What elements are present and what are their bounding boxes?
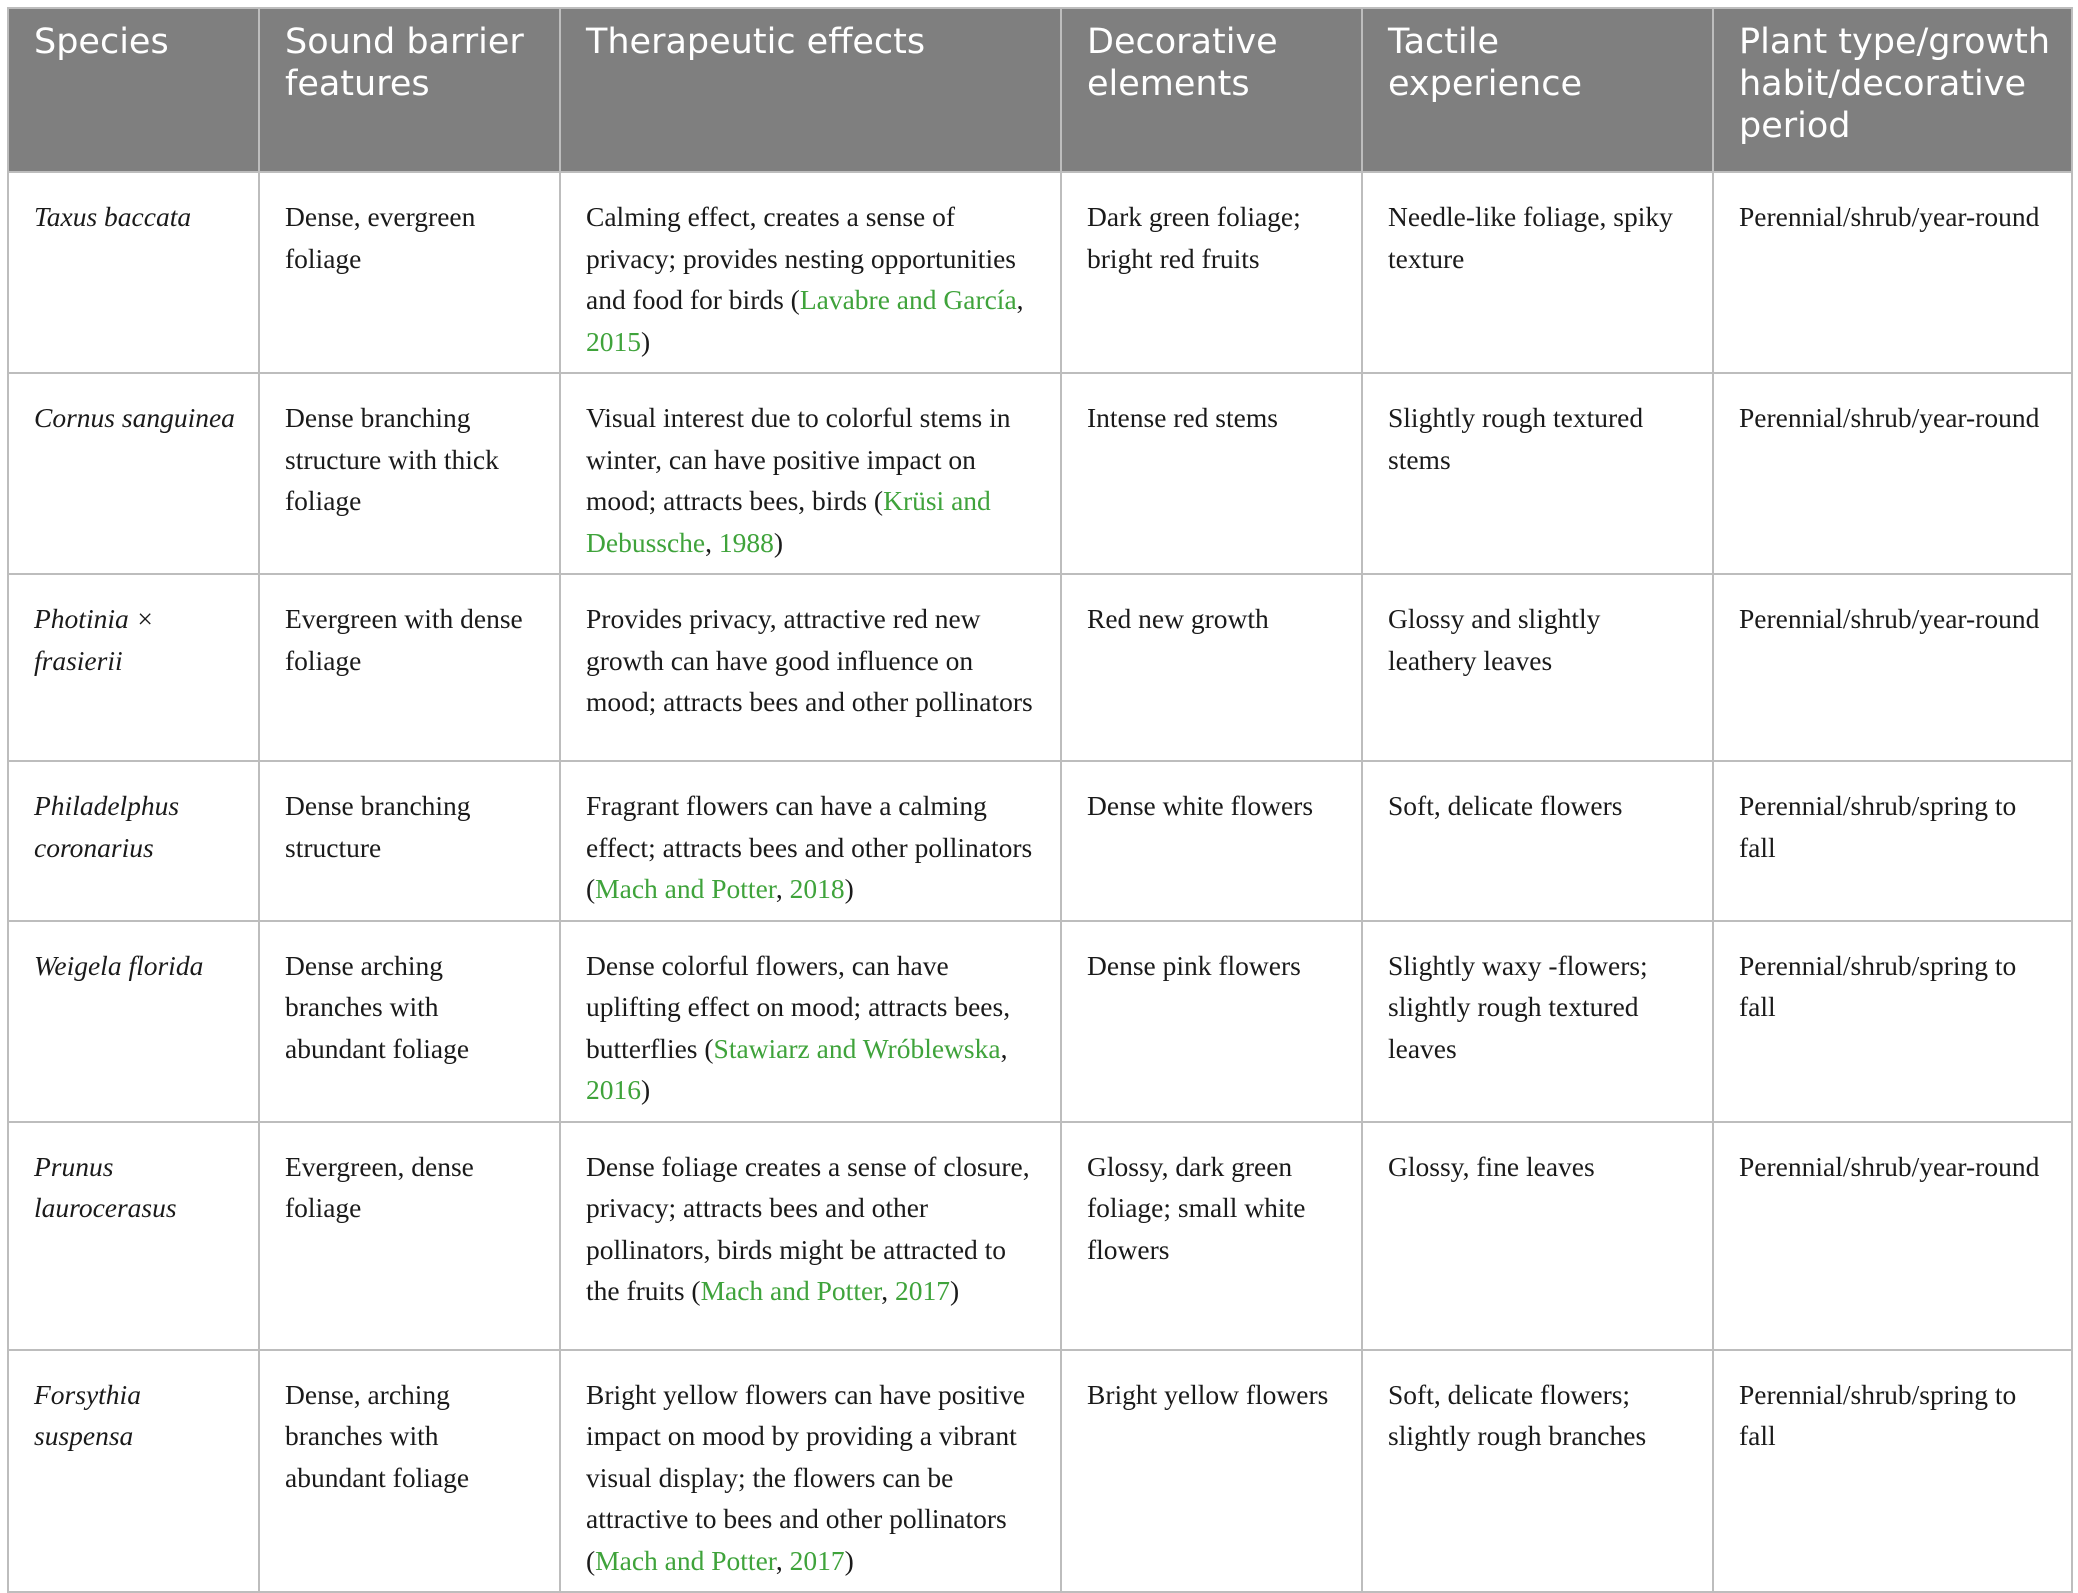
decorative-cell: Red new growth	[1061, 574, 1362, 761]
therapeutic-cell	[560, 1350, 1061, 1593]
sound-barrier-cell: Dense branching structure	[259, 761, 560, 921]
citation-separator: ,	[775, 873, 790, 904]
table-row	[8, 574, 2072, 761]
citation-link[interactable]: Krüsi and Debussche	[586, 485, 991, 558]
table-row	[8, 373, 2072, 574]
citation-separator: ,	[775, 1544, 790, 1576]
citation-year-link[interactable]: 2017	[894, 1275, 950, 1306]
header-row	[8, 8, 2072, 172]
citation-year-link[interactable]: 2015	[586, 325, 641, 357]
citation-close: )	[949, 1275, 960, 1306]
table-row	[8, 921, 2072, 1122]
header-plant-type: Plant type/growth habit/decorative period	[1713, 8, 2072, 172]
citation-link[interactable]: Mach and Potter	[700, 1275, 882, 1306]
sound-barrier-cell: Dense branching structure with thick foliage	[259, 373, 560, 574]
tactile-cell: Slightly waxy -flowers; slightly rough textured leaves	[1362, 921, 1713, 1122]
species-cell: Weigela florida	[8, 921, 259, 1122]
therapeutic-cell	[560, 921, 1061, 1122]
plant-type-cell: Perennial/shrub/year-round	[1713, 574, 2072, 761]
citation-year-link[interactable]: 1988	[718, 526, 774, 558]
header-decorative: Decorative elements	[1061, 8, 1362, 172]
header-species: Species	[8, 8, 259, 172]
tactile-cell: Glossy, fine leaves	[1362, 1122, 1713, 1350]
citation-separator: ,	[1016, 284, 1024, 315]
citation-separator: ,	[881, 1275, 895, 1306]
header-sound-barrier: Sound barrier features	[259, 8, 560, 172]
tactile-cell: Slightly rough textured stems	[1362, 373, 1713, 574]
citation-close: )	[641, 325, 651, 357]
plant-type-cell: Perennial/shrub/year-round	[1713, 373, 2072, 574]
therapeutic-cell	[560, 761, 1061, 921]
decorative-cell: Dense pink flowers	[1061, 921, 1362, 1122]
tactile-cell: Needle-like foliage, spiky texture	[1362, 172, 1713, 373]
therapeutic-text: Visual interest due to colorful stems in winter, can have positive impact on mood; attracts bees, birds (	[586, 402, 1011, 516]
citation-year-link[interactable]: 2018	[789, 873, 845, 904]
table-header	[8, 8, 2072, 172]
therapeutic-text: Provides privacy, attractive red new growth can have good influence on mood; attracts bees and other pollinators	[586, 603, 1033, 717]
therapeutic-cell	[560, 373, 1061, 574]
therapeutic-cell	[560, 574, 1061, 761]
species-table	[7, 7, 2073, 1593]
species-cell: Taxus baccata	[8, 172, 259, 373]
citation-link[interactable]: Stawiarz and Wróblewska	[713, 1032, 1001, 1064]
header-tactile: Tactile experience	[1362, 8, 1713, 172]
species-cell: Prunus laurocerasus	[8, 1122, 259, 1350]
decorative-cell: Intense red stems	[1061, 373, 1362, 574]
sound-barrier-cell: Dense, evergreen foliage	[259, 172, 560, 373]
sound-barrier-cell: Dense arching branches with abundant foliage	[259, 921, 560, 1122]
therapeutic-text: Fragrant flowers can have a calming effect; attracts bees and other pollinators (	[586, 790, 1033, 904]
decorative-cell: Bright yellow flowers	[1061, 1350, 1362, 1593]
therapeutic-cell	[560, 1122, 1061, 1350]
therapeutic-cell	[560, 172, 1061, 373]
citation-separator: ,	[705, 526, 719, 558]
therapeutic-text: Bright yellow flowers can have positive impact on mood by providing a vibrant visual display; the flowers can be attractive to bees and other pollinators (	[586, 1378, 1026, 1576]
table-row	[8, 761, 2072, 921]
citation-year-link[interactable]: 2017	[789, 1544, 845, 1576]
table-row	[8, 1122, 2072, 1350]
therapeutic-text: Calming effect, creates a sense of privacy; provides nesting opportunities and food for birds (	[586, 201, 1016, 315]
citation-link[interactable]: Mach and Potter	[595, 873, 776, 904]
decorative-cell: Dense white flowers	[1061, 761, 1362, 921]
decorative-cell: Dark green foliage; bright red fruits	[1061, 172, 1362, 373]
sound-barrier-cell: Evergreen, dense foliage	[259, 1122, 560, 1350]
citation-separator: ,	[1000, 1032, 1008, 1064]
citation-link[interactable]: Lavabre and García	[799, 284, 1017, 315]
tactile-cell: Soft, delicate flowers; slightly rough branches	[1362, 1350, 1713, 1593]
species-cell: Photinia × frasierii	[8, 574, 259, 761]
species-cell: Philadelphus coronarius	[8, 761, 259, 921]
table-row	[8, 1350, 2072, 1593]
species-cell: Cornus sanguinea	[8, 373, 259, 574]
table-body	[8, 172, 2072, 1592]
plant-type-cell: Perennial/shrub/spring to fall	[1713, 761, 2072, 921]
plant-type-cell: Perennial/shrub/year-round	[1713, 1122, 2072, 1350]
therapeutic-text: Dense colorful flowers, can have uplifting effect on mood; attracts bees, butterflies (	[586, 949, 1011, 1064]
plant-type-cell: Perennial/shrub/spring to fall	[1713, 921, 2072, 1122]
citation-close: )	[773, 526, 784, 558]
tactile-cell: Glossy and slightly leathery leaves	[1362, 574, 1713, 761]
sound-barrier-cell: Evergreen with dense foliage	[259, 574, 560, 761]
species-cell: Forsythia suspensa	[8, 1350, 259, 1593]
therapeutic-text: Dense foliage creates a sense of closure, privacy; attracts bees and other pollinators, birds might be attracted to the fruits (	[586, 1150, 1030, 1306]
sound-barrier-cell: Dense, arching branches with abundant foliage	[259, 1350, 560, 1593]
citation-close: )	[844, 873, 854, 904]
citation-year-link[interactable]: 2016	[586, 1074, 641, 1105]
citation-close: )	[641, 1074, 651, 1105]
decorative-cell: Glossy, dark green foliage; small white flowers	[1061, 1122, 1362, 1350]
header-therapeutic: Therapeutic effects	[560, 8, 1061, 172]
tactile-cell: Soft, delicate flowers	[1362, 761, 1713, 921]
citation-close: )	[844, 1544, 854, 1576]
table-row	[8, 172, 2072, 373]
citation-link[interactable]: Mach and Potter	[595, 1544, 776, 1576]
plant-type-cell: Perennial/shrub/spring to fall	[1713, 1350, 2072, 1593]
plant-type-cell: Perennial/shrub/year-round	[1713, 172, 2072, 373]
